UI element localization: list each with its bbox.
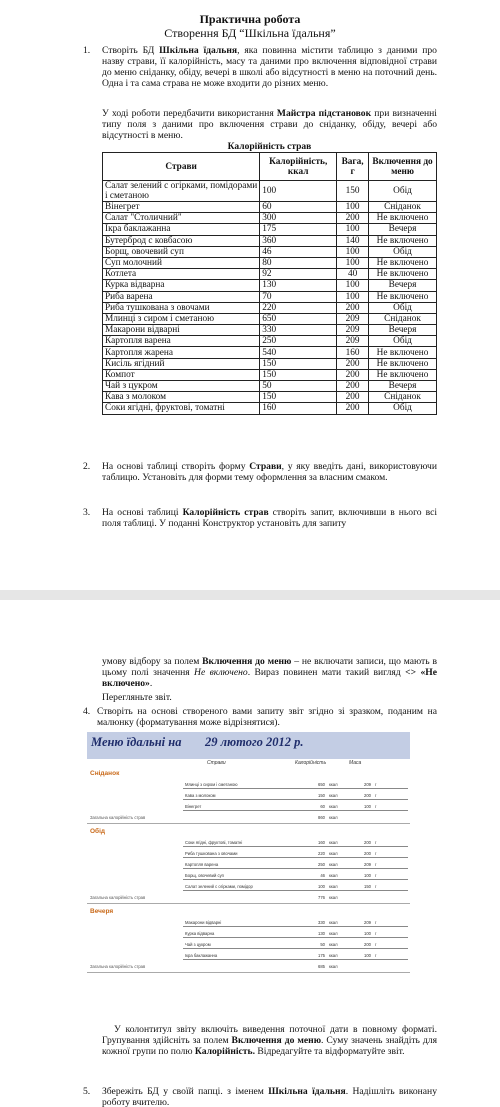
table-cell: 150	[337, 181, 369, 202]
table-cell: Салат зелений с огірками, помідорами і сметаною	[103, 181, 260, 202]
table-cell: 360	[260, 235, 337, 246]
table-cell: Суп молочний	[103, 257, 260, 268]
document-title: Практична робота	[199, 12, 301, 26]
task3-continuation-2: Перегляньте звіт.	[102, 692, 172, 703]
table-cell: Ікра баклажанна	[103, 224, 260, 235]
table-cell: Картопля жарена	[103, 347, 260, 358]
report-item-row	[183, 791, 408, 800]
task4-after-text: У колонтитул звіту включіть виведення поточної дати в повному форматі. Групування здійсніть за полем Включення до меню. Суму значень знайдіть для кожної групи по полю Калорійність. Відредагуйте та відформатуйте звіт.	[102, 1024, 437, 1057]
table-row	[103, 392, 437, 403]
report-unit-kcal: ккал	[329, 782, 338, 787]
report-unit-kcal: ккал	[329, 964, 338, 969]
report-unit-kcal: ккал	[329, 895, 338, 900]
table-cell: Вінегрет	[103, 202, 260, 213]
table-cell: 200	[337, 358, 369, 369]
task1-text: Створіть БД Шкільна їдальня, яка повинна містити таблицю з даними про назву страви, її калорійність, масу та даними про включення відповідної страви до меню сніданку, обіду, вечері в школі або відсутності в меню на поточний день. Одна і та сама страва не може входити до різних меню.	[102, 45, 437, 89]
table-cell: 150	[260, 369, 337, 380]
report-unit-kcal: ккал	[329, 931, 338, 936]
table-cell: 220	[260, 302, 337, 313]
report-divider	[87, 903, 410, 904]
table-cell: 130	[260, 280, 337, 291]
report-item-row	[183, 918, 408, 927]
table-cell: 540	[260, 347, 337, 358]
table-cell: Сніданок	[369, 202, 437, 213]
report-item-kcal: 220	[318, 851, 325, 856]
report-item-kcal: 50	[320, 942, 325, 947]
table-cell: Вечеря	[369, 325, 437, 336]
report-item-mass: 209	[364, 920, 371, 925]
table-row	[103, 280, 437, 291]
report-item-kcal: 46	[320, 873, 325, 878]
report-total-label: Загальна калорійність страв	[90, 895, 146, 900]
report-unit-g: г	[375, 884, 377, 889]
report-col-header: Маса	[349, 760, 362, 766]
table-row	[103, 336, 437, 347]
table-cell: Кава з молоком	[103, 392, 260, 403]
table-cell: 200	[337, 392, 369, 403]
table-header: Включення до меню	[369, 153, 437, 181]
report-col-header: Калорійність	[295, 760, 327, 766]
table-cell: 60	[260, 202, 337, 213]
table-row	[103, 291, 437, 302]
table-cell: Не включено	[369, 257, 437, 268]
table-cell: 209	[337, 325, 369, 336]
table-cell: Обід	[369, 246, 437, 257]
table-cell: Обід	[369, 302, 437, 313]
task1-text-2: У ході роботи передбачити використання Майстра підстановок при визначенні типу поля з даними про включення страви до сніданку, обіду, вечері або відсутності в меню.	[102, 108, 437, 141]
table-cell: 650	[260, 313, 337, 324]
report-item-name: Млинці з сиром і сметаною	[185, 782, 238, 787]
report-unit-kcal: ккал	[329, 873, 338, 878]
report-item-name: Макарони відварні	[185, 920, 222, 925]
table-cell: Не включено	[369, 291, 437, 302]
report-item-mass: 200	[364, 942, 371, 947]
report-item-kcal: 160	[318, 840, 325, 845]
task5-number: 5.	[83, 1086, 91, 1097]
report-item-row	[183, 882, 408, 891]
report-total-value: 860	[318, 815, 325, 820]
table-cell: 150	[260, 392, 337, 403]
report-item-kcal: 175	[318, 953, 325, 958]
report-unit-g: г	[375, 931, 377, 936]
table-cell: Салат "Столичний"	[103, 213, 260, 224]
report-item-kcal: 60	[320, 804, 325, 809]
report-item-name: Ікра баклажанна	[185, 953, 218, 958]
table-cell: Вечеря	[369, 280, 437, 291]
report-item-kcal: 330	[318, 920, 325, 925]
table-cell: Котлета	[103, 269, 260, 280]
report-unit-kcal: ккал	[329, 884, 338, 889]
table-cell: 100	[337, 291, 369, 302]
table-cell: 40	[337, 269, 369, 280]
report-item-kcal: 650	[318, 782, 325, 787]
report-item-name: Чай з цукром	[185, 942, 211, 947]
table-cell: 200	[337, 369, 369, 380]
table-row	[103, 358, 437, 369]
report-title: Меню їдальні на	[91, 735, 182, 749]
document-subtitle: Створення БД “Шкільна їдальня”	[164, 26, 336, 40]
table-cell: Не включено	[369, 213, 437, 224]
report-group-name: Вечеря	[90, 908, 114, 915]
table-cell: Кисіль ягідний	[103, 358, 260, 369]
report-item-name: Курка відварна	[185, 931, 215, 936]
table-cell: 160	[337, 347, 369, 358]
table-cell: 150	[260, 358, 337, 369]
report-item-mass: 100	[364, 953, 371, 958]
table-row	[103, 369, 437, 380]
report-item-row	[183, 780, 408, 789]
table-cell: 160	[260, 403, 337, 414]
report-item-mass: 209	[364, 862, 371, 867]
report-item-row	[183, 929, 408, 938]
task3-continuation: умову відбору за полем Включення до меню – не включати записи, що мають в цьому полі значення Не включено. Вираз повинен мати такий вигляд <> «Не включено».	[102, 656, 437, 689]
table-cell: Обід	[369, 336, 437, 347]
report-item-mass: 150	[364, 884, 371, 889]
table-cell: 200	[337, 403, 369, 414]
report-item-mass: 200	[364, 793, 371, 798]
table-cell: 200	[337, 213, 369, 224]
table-cell: 209	[337, 336, 369, 347]
report-item-row	[183, 860, 408, 869]
report-col-header: Страви	[207, 760, 226, 766]
report-sample-image	[87, 732, 410, 1000]
report-item-mass: 200	[364, 851, 371, 856]
report-unit-kcal: ккал	[329, 804, 338, 809]
report-unit-kcal: ккал	[329, 815, 338, 820]
report-item-name: Борщ, овочевий суп	[185, 873, 224, 878]
table-cell: 100	[337, 202, 369, 213]
report-unit-g: г	[375, 840, 377, 845]
task2-text: На основі таблиці створіть форму Страви, у яку введіть дані, використовуючи таблицю. Установіть для форми тему оформлення за власним смаком.	[102, 461, 437, 483]
table-row	[103, 269, 437, 280]
table-cell: Вечеря	[369, 381, 437, 392]
table-cell: 100	[260, 181, 337, 202]
task2-number: 2.	[83, 461, 91, 472]
table-row	[103, 381, 437, 392]
task4-text: Створіть на основі створеного вами запиту звіт згідно зі зразком, поданим на малюнку (форматування може відрізнятися).	[97, 706, 437, 728]
report-unit-kcal: ккал	[329, 942, 338, 947]
report-item-kcal: 250	[318, 862, 325, 867]
report-unit-g: г	[375, 920, 377, 925]
table-cell: 300	[260, 213, 337, 224]
table-cell: 200	[337, 302, 369, 313]
report-unit-g: г	[375, 782, 377, 787]
table-row	[103, 202, 437, 213]
task3-text: На основі таблиці Калорійність страв створіть запит, включивши в нього всі поля таблиці. У поданні Конструктор установіть для запиту	[102, 507, 437, 529]
report-item-name: Вінегрет	[185, 804, 202, 809]
table-cell: Обід	[369, 181, 437, 202]
report-unit-kcal: ккал	[329, 840, 338, 845]
table-row	[103, 224, 437, 235]
table-cell: Риба варена	[103, 291, 260, 302]
table-cell: Вечеря	[369, 224, 437, 235]
report-header	[87, 732, 410, 759]
table-cell: Соки ягідні, фруктові, томатні	[103, 403, 260, 414]
table-cell: Бутерброд с ковбасою	[103, 235, 260, 246]
table-cell: Компот	[103, 369, 260, 380]
report-unit-g: г	[375, 873, 377, 878]
table-cell: Обід	[369, 403, 437, 414]
table-cell: 80	[260, 257, 337, 268]
report-item-name: Кава з молоком	[185, 793, 216, 798]
report-total-value: 685	[318, 964, 325, 969]
report-total-value: 776	[318, 895, 325, 900]
table-cell: Сніданок	[369, 313, 437, 324]
report-item-name: Соки ягідні, фруктові, томатні	[185, 840, 243, 845]
table-cell: 100	[337, 257, 369, 268]
table-cell: 46	[260, 246, 337, 257]
report-unit-kcal: ккал	[329, 851, 338, 856]
report-divider	[87, 972, 410, 973]
report-unit-kcal: ккал	[329, 920, 338, 925]
report-item-mass: 100	[364, 931, 371, 936]
table-cell: Сніданок	[369, 392, 437, 403]
table-cell: Макарони відварні	[103, 325, 260, 336]
task5-text: Збережіть БД у своїй папці. з іменем Шкільна їдальня. Надішліть виконану роботу вчителю.	[102, 1086, 437, 1107]
page-gap	[0, 590, 500, 600]
table-caption: Калорійність страв	[227, 142, 312, 152]
table-cell: 140	[337, 235, 369, 246]
table-cell: 100	[337, 246, 369, 257]
report-unit-g: г	[375, 804, 377, 809]
report-unit-g: г	[375, 862, 377, 867]
table-header: Вага, г	[337, 153, 369, 181]
report-item-row	[183, 940, 408, 949]
report-item-row	[183, 802, 408, 811]
report-item-kcal: 150	[318, 793, 325, 798]
report-item-row	[183, 838, 408, 847]
report-divider	[87, 823, 410, 824]
table-row	[103, 246, 437, 257]
table-row	[103, 325, 437, 336]
report-group-name: Сніданок	[90, 770, 120, 777]
report-item-row	[183, 871, 408, 880]
report-item-mass: 100	[364, 804, 371, 809]
table-cell: 92	[260, 269, 337, 280]
task1-number: 1.	[83, 45, 91, 56]
table-row	[103, 347, 437, 358]
table-cell: Курка відварна	[103, 280, 260, 291]
report-item-name: Риба тушкована з овочами	[185, 851, 238, 856]
report-unit-kcal: ккал	[329, 793, 338, 798]
table-header: Страви	[103, 153, 260, 181]
table-cell: Чай з цукром	[103, 381, 260, 392]
report-item-name: Салат зелений с огірками, помідор	[185, 884, 253, 889]
table-row	[103, 235, 437, 246]
table-cell: Борщ, овочевий суп	[103, 246, 260, 257]
report-unit-g: г	[375, 942, 377, 947]
report-unit-g: г	[375, 953, 377, 958]
report-item-name: Картопля варена	[185, 862, 219, 867]
table-cell: 330	[260, 325, 337, 336]
task3-number: 3.	[83, 507, 91, 518]
table-cell: Не включено	[369, 347, 437, 358]
report-unit-g: г	[375, 851, 377, 856]
table-cell: Не включено	[369, 235, 437, 246]
report-item-kcal: 100	[318, 884, 325, 889]
report-item-kcal: 130	[318, 931, 325, 936]
task4-number: 4.	[83, 706, 91, 717]
table-cell: Риба тушкована з овочами	[103, 302, 260, 313]
report-item-row	[183, 849, 408, 858]
table-row	[103, 181, 437, 202]
table-cell: Не включено	[369, 269, 437, 280]
table-cell: Картопля варена	[103, 336, 260, 347]
report-date: 29 лютого 2012 р.	[205, 735, 304, 749]
table-cell: Не включено	[369, 369, 437, 380]
report-item-mass: 100	[364, 873, 371, 878]
table-cell: 209	[337, 313, 369, 324]
report-unit-kcal: ккал	[329, 953, 338, 958]
table-header: Калорійність, ккал	[260, 153, 337, 181]
table-cell: 175	[260, 224, 337, 235]
report-unit-g: г	[375, 793, 377, 798]
report-group-name: Обід	[90, 828, 106, 835]
calories-table	[102, 152, 437, 415]
report-item-row	[183, 951, 408, 960]
table-cell: 250	[260, 336, 337, 347]
table-row	[103, 302, 437, 313]
report-unit-kcal: ккал	[329, 862, 338, 867]
table-cell: 100	[337, 224, 369, 235]
report-total-label: Загальна калорійність страв	[90, 815, 146, 820]
table-cell: 100	[337, 280, 369, 291]
table-cell: 200	[337, 381, 369, 392]
table-row	[103, 257, 437, 268]
table-row	[103, 313, 437, 324]
report-total-label: Загальна калорійність страв	[90, 964, 146, 969]
table-cell: 70	[260, 291, 337, 302]
table-cell: Млинці з сиром і сметаною	[103, 313, 260, 324]
report-item-mass: 200	[364, 840, 371, 845]
report-item-mass: 209	[364, 782, 371, 787]
table-row	[103, 213, 437, 224]
table-cell: 50	[260, 381, 337, 392]
table-row	[103, 403, 437, 414]
table-cell: Не включено	[369, 358, 437, 369]
